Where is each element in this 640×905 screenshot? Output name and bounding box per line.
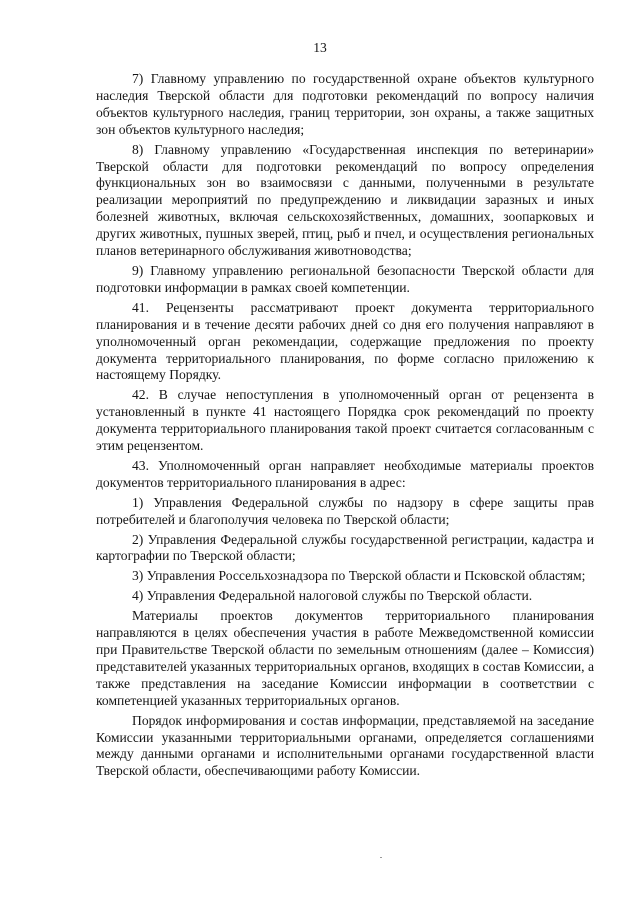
- paragraph-recipient-4: 4) Управления Федеральной налоговой службы по Тверской области.: [132, 588, 533, 604]
- paragraph-recipient-2: 2) Управления Федеральной службы государственной регистрации, кадастра и картографии по Тверской области;: [96, 531, 594, 564]
- paragraph-item-8: 8) Главному управлению «Государственная инспекция по ветеринарии» Тверской области для подготовки рекомендаций по вопросу определения функциональных зон во взаимосвязи с данными, полученными в результате реализации мероприятий по предупреждению и ликвидации заразных и иных болезней животных, включая сельскохозяйственных, домашних, зоопарковых и других животных, пушных зверей, птиц, рыб и пчел, и осуществления региональных планов ветеринарного обслуживания животноводства;: [96, 141, 594, 259]
- paragraph-recipient-1: 1) Управления Федеральной службы по надзору в сфере защиты прав потребителей и благополучия человека по Тверской области;: [96, 494, 594, 527]
- document-body: [96, 71, 594, 781]
- paragraph-clause-43: 43. Уполномоченный орган направляет необходимые материалы проектов документов территориального планирования в адрес:: [96, 457, 594, 490]
- page-number: 13: [313, 40, 327, 55]
- paragraph-materials: Материалы проектов документов территориального планирования направляются в целях обеспечения участия в работе Межведомственной комиссии при Правительстве Тверской области по земельным отношениям (далее – Комиссия) представителей указанных территориальных органов, входящих в состав Комиссии, а также представления на заседание Комиссии информации в соответствии с компетенцией указанных территориальных органов.: [96, 608, 594, 708]
- paragraph-recipient-3: 3) Управления Россельхознадзора по Тверской области и Псковской областям;: [132, 568, 586, 584]
- scan-artifact: [380, 857, 382, 858]
- paragraph-procedure: Порядок информирования и состав информации, представляемой на заседание Комиссии указанными территориальными органами, определяется соглашениями между данными органами и исполнительными органами государственной власти Тверской области, обеспечивающими работу Комиссии.: [96, 712, 594, 779]
- paragraph-clause-42: 42. В случае непоступления в уполномоченный орган от рецензента в установленный в пункте 41 настоящего Порядка срок рекомендаций по проекту документа территориального планирования такой проект считается согласованным с этим рецензентом.: [96, 387, 594, 454]
- paragraph-clause-41: 41. Рецензенты рассматривают проект документа территориального планирования и в течение десяти рабочих дней со дня его получения направляют в уполномоченный орган рекомендации, содержащие предложения по проекту документа территориального планирования, по форме согласно приложению к настоящему Порядку.: [96, 299, 594, 383]
- paragraph-item-9: 9) Главному управлению региональной безопасности Тверской области для подготовки информации в рамках своей компетенции.: [96, 262, 594, 295]
- paragraph-item-7: 7) Главному управлению по государственной охране объектов культурного наследия Тверской области для подготовки рекомендаций по вопросу наличия объектов культурного наследия, границ территории, зон охраны, а также защитных зон объектов культурного наследия;: [96, 71, 594, 137]
